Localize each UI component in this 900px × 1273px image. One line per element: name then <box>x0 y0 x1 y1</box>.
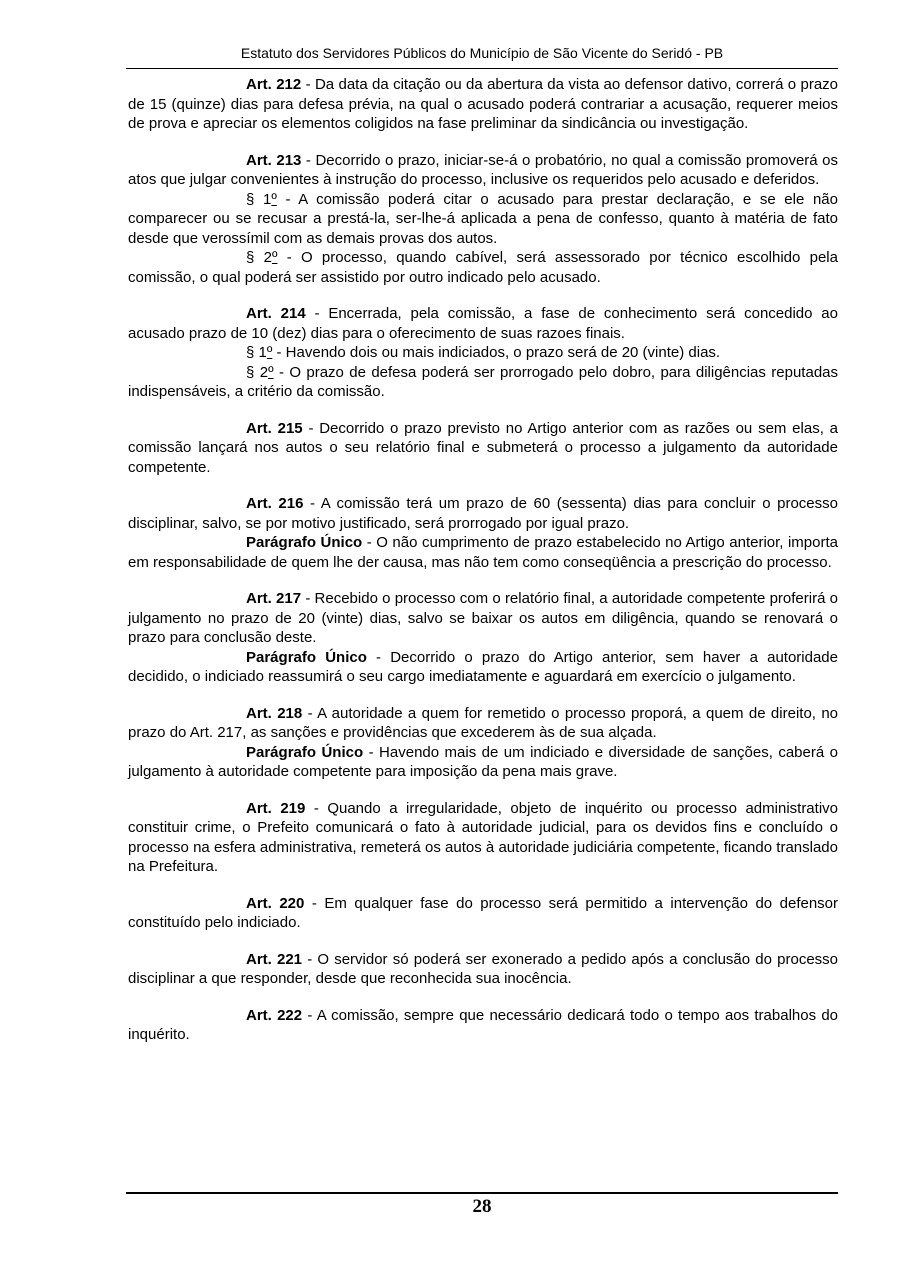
paragraph-label: Parágrafo Único <box>246 648 367 666</box>
ordinal-indicator: º <box>266 344 273 361</box>
paragraph: Parágrafo Único - O não cumprimento de prazo estabelecido no Artigo anterior, importa em responsabilidade de quem lhe der causa, mas não tem como conseqüência a prescrição do processo. <box>128 534 838 571</box>
document-body <box>128 75 838 1045</box>
header-title: Estatuto dos Servidores Públicos do Município de São Vicente do Seridó - PB <box>240 45 724 61</box>
paragraph: Art. 216 - A comissão terá um prazo de 60 (sessenta) dias para concluir o processo disciplinar, salvo, se por motivo justificado, será prorrogado por igual prazo. <box>128 495 838 532</box>
page-footer <box>126 1192 838 1219</box>
paragraph-label: Art. 216 <box>246 495 304 512</box>
page-number: 28 <box>472 1196 492 1217</box>
paragraph-label: Art. 215 <box>246 419 303 437</box>
paragraph: Art. 214 - Encerrada, pela comissão, a fase de conhecimento será concedido ao acusado prazo de 10 (dez) dias para o oferecimento de suas razoes finais. <box>128 305 838 342</box>
paragraph: Parágrafo Único - Havendo mais de um indiciado e diversidade de sanções, caberá o julgamento à autoridade competente para imposição da pena mais grave. <box>128 743 838 780</box>
paragraph-label: Parágrafo Único <box>246 743 364 761</box>
paragraph-label: Art. 213 <box>246 151 302 169</box>
ordinal-indicator: º <box>271 249 278 266</box>
paragraph: Art. 219 - Quando a irregularidade, objeto de inquérito ou processo administrativo constituir crime, o Prefeito comunicará o fato à autoridade judicial, para os devidos fins e concluído o processo na esfera administrativa, remeterá os autos à autoridade judiciária competente, ficando translado na Prefeitura. <box>128 799 838 875</box>
paragraph: Art. 222 - A comissão, sempre que necessário dedicará todo o tempo aos trabalhos do inquérito. <box>128 1006 839 1043</box>
paragraph-label: Art. 221 <box>246 950 303 968</box>
paragraph: § 1º - Havendo dois ou mais indiciados, o prazo será de 20 (vinte) dias. <box>246 344 721 361</box>
paragraph-label: Art. 214 <box>246 305 306 322</box>
paragraph: Art. 212 - Da data da citação ou da abertura da vista ao defensor dativo, correrá o prazo de 15 (quinze) dias para defesa prévia, na qual o acusado poderá contrariar a acusação, requerer meios de prova e apreciar os elementos coligidos na fase preliminar da sindicância ou investigação. <box>128 76 839 132</box>
paragraph: § 2º - O prazo de defesa poderá ser prorrogado pelo dobro, para diligências reputadas indispensáveis, a critério da comissão. <box>128 363 838 400</box>
paragraph: § 2º - O processo, quando cabível, será assessorado por técnico escolhido pela comissão, o qual poderá ser assistido por outro indicado pelo acusado. <box>128 249 838 286</box>
page-header <box>126 44 838 69</box>
paragraph-label: Art. 212 <box>246 76 302 93</box>
paragraph-label: Parágrafo Único <box>246 534 363 551</box>
paragraph: Art. 220 - Em qualquer fase do processo será permitido a intervenção do defensor constituído pelo indiciado. <box>128 894 839 931</box>
paragraph: § 1º - A comissão poderá citar o acusado para prestar declaração, e se ele não comparecer ou se recusar a prestá-la, ser-lhe-á aplicada a pena de confesso, quanto à matéria de fato desde que verossímil com as demais provas dos autos. <box>128 190 838 247</box>
ordinal-indicator: º <box>271 190 277 208</box>
paragraph: Art. 215 - Decorrido o prazo previsto no Artigo anterior com as razões ou sem elas, a comissão lançará nos autos o seu relatório final e submeterá o processo a julgamento da autoridade competente. <box>128 419 838 476</box>
paragraph-label: Art. 217 <box>246 590 302 607</box>
ordinal-indicator: º <box>268 363 274 381</box>
paragraph-label: Art. 220 <box>246 894 305 912</box>
paragraph: Art. 213 - Decorrido o prazo, iniciar-se-á o probatório, no qual a comissão promoverá os atos que julgar convenientes à instrução do processo, inclusive os requeridos pelo acusado e deferidos. <box>128 151 838 188</box>
paragraph: Art. 217 - Recebido o processo com o relatório final, a autoridade competente proferirá o julgamento no prazo de 20 (vinte) dias, salvo se baixar os autos em diligência, quando se renovará o prazo para conclusão deste. <box>128 590 838 646</box>
paragraph-label: Art. 218 <box>246 704 303 722</box>
paragraph-label: Art. 222 <box>246 1006 303 1024</box>
paragraph: Art. 218 - A autoridade a quem for remetido o processo proporá, a quem de direito, no prazo do Art. 217, as sanções e providências que excederem às de sua alçada. <box>128 704 839 741</box>
paragraph: Art. 221 - O servidor só poderá ser exonerado a pedido após a conclusão do processo disciplinar a que responder, desde que reconhecida sua inocência. <box>128 950 838 987</box>
paragraph-label: Art. 219 <box>246 799 306 817</box>
paragraph: Parágrafo Único - Decorrido o prazo do Artigo anterior, sem haver a autoridade decidido, o indiciado reassumirá o seu cargo imediatamente e aguardará em exercício o julgamento. <box>128 648 838 685</box>
